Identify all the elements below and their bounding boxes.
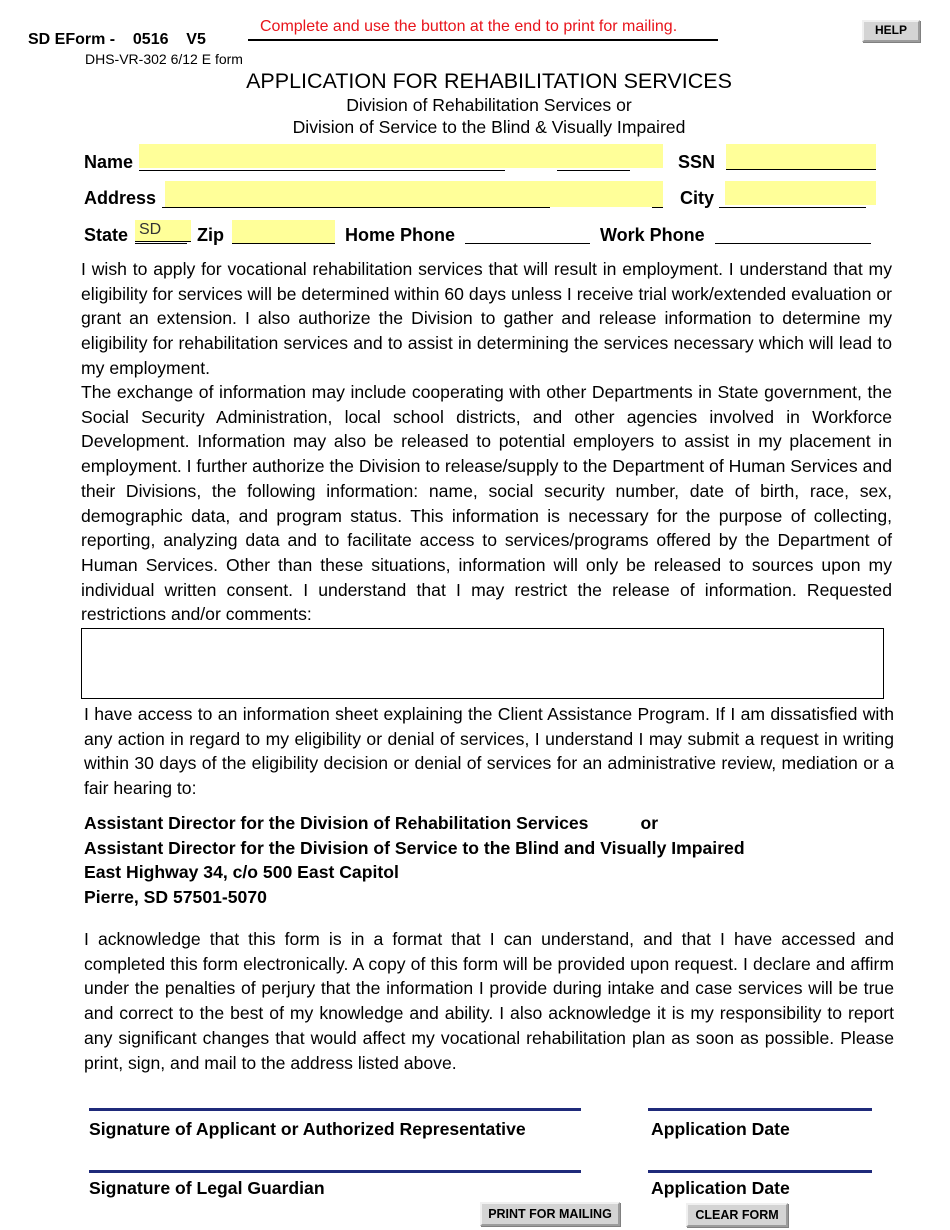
print-for-mailing-button[interactable]: PRINT FOR MAILING bbox=[480, 1202, 620, 1226]
state-label: State bbox=[84, 225, 129, 245]
address-label: Address bbox=[84, 188, 157, 208]
address-input[interactable] bbox=[165, 181, 663, 207]
address-line-1: Assistant Director for the Division of Rehabilitation Services bbox=[84, 813, 589, 833]
restrictions-comments-textarea[interactable] bbox=[81, 628, 884, 699]
application-date-label-2: Application Date bbox=[651, 1178, 790, 1198]
clear-form-button[interactable]: CLEAR FORM bbox=[686, 1203, 788, 1227]
page-title: APPLICATION FOR REHABILITATION SERVICES bbox=[246, 69, 732, 93]
address-line-4: Pierre, SD 57501-5070 bbox=[84, 887, 267, 908]
address-line-2: Assistant Director for the Division of Service to the Blind and Visually Impaired bbox=[84, 837, 745, 858]
work-phone-input[interactable] bbox=[715, 224, 871, 244]
form-number: DHS-VR-302 6/12 E form bbox=[85, 51, 243, 67]
ssn-label: SSN bbox=[678, 152, 716, 172]
guardian-signature-label: Signature of Legal Guardian bbox=[89, 1178, 325, 1198]
state-underline bbox=[135, 224, 187, 244]
home-phone-input[interactable] bbox=[465, 224, 590, 244]
work-phone-label: Work Phone bbox=[600, 225, 705, 245]
zip-input[interactable] bbox=[232, 220, 335, 244]
print-instruction: Complete and use the button at the end to print for mailing. bbox=[260, 18, 678, 35]
address-line-3: East Highway 34, c/o 500 East Capitol bbox=[84, 862, 399, 883]
instruction-underline bbox=[248, 39, 718, 41]
state-input[interactable]: SD bbox=[135, 220, 191, 242]
applicant-signature-label: Signature of Applicant or Authorized Representative bbox=[89, 1119, 526, 1139]
home-phone-label: Home Phone bbox=[345, 225, 456, 245]
consent-paragraph-2: The exchange of information may include cooperating with other Departments in State government, the Social Security Administration, local school districts, and other agencies involved in Workforce Development. Information may also be released to potential employers to assist in my placement in employment. I further authorize the Division to release/supply to the Department of Human Services and their Divisions, the following information: name, social security number, date of birth, race, sex, demographic data, and program status. This information is necessary for the purpose of collecting, reporting, analyzing data and to facilitate access to services/programs offered by the Department of Human Services. Other than these situations, information will only be released to sources upon my individual written consent. I understand that I may restrict the release of information. Requested restrictions and/or comments: bbox=[81, 382, 892, 625]
name-underline-2 bbox=[557, 151, 630, 171]
guardian-signature-line[interactable] bbox=[89, 1170, 581, 1173]
address-underline-2 bbox=[652, 188, 663, 208]
form-code: SD EForm - 0516 V5 bbox=[28, 31, 206, 48]
application-date-line-1[interactable] bbox=[648, 1108, 872, 1111]
ssn-input[interactable] bbox=[726, 144, 876, 170]
help-button[interactable]: HELP bbox=[862, 20, 920, 42]
consent-paragraph-1: I wish to apply for vocational rehabilitation services that will result in employment. I understand that my eligibility for services will be determined within 60 days unless I receive trial work/extended evaluation or grant an extension. I also authorize the Division to gather and release information to determine my eligibility for rehabilitation services and to assist in determining the services necessary which will lead to my employment. bbox=[81, 259, 892, 378]
zip-label: Zip bbox=[197, 225, 224, 245]
name-label: Name bbox=[84, 152, 134, 172]
city-label: City bbox=[680, 188, 715, 208]
city-input[interactable] bbox=[725, 181, 876, 205]
application-date-line-2[interactable] bbox=[648, 1170, 872, 1173]
cap-paragraph: I have access to an information sheet explaining the Client Assistance Program. If I am dissatisfied with any action in regard to my eligibility or denial of services, I understand I may submit a request in writing within 30 days of the eligibility decision or denial of services for an administrative review, mediation or a fair hearing to: bbox=[84, 704, 894, 799]
page-subtitle-2: Division of Service to the Blind & Visually Impaired bbox=[292, 117, 686, 137]
page-subtitle-1: Division of Rehabilitation Services or bbox=[346, 95, 632, 115]
application-date-label-1: Application Date bbox=[651, 1119, 790, 1139]
address-or: or bbox=[640, 813, 659, 833]
applicant-signature-line[interactable] bbox=[89, 1108, 581, 1111]
acknowledgement-paragraph: I acknowledge that this form is in a format that I can understand, and that I have accessed and completed this form electronically. A copy of this form will be provided upon request. I declare and affirm under the penalties of perjury that the information I provide during intake and case services will be true and correct to the best of my knowledge and ability. I also acknowledge it is my responsibility to report any significant changes that would affect my vocational rehabilitation plan as soon as possible. Please print, sign, and mail to the address listed above. bbox=[84, 929, 894, 1073]
mailing-address bbox=[84, 811, 745, 910]
